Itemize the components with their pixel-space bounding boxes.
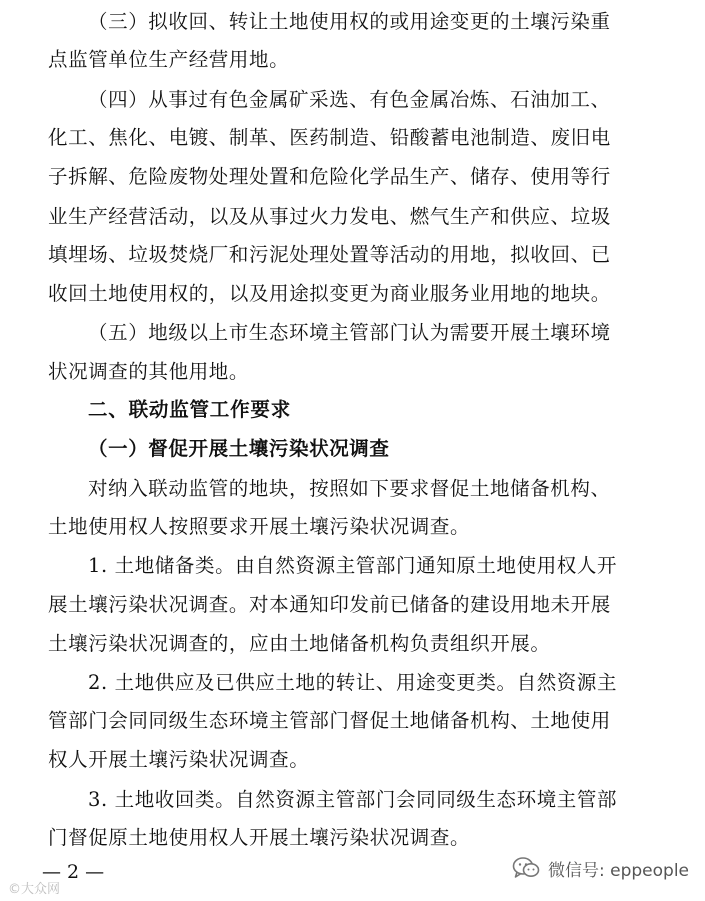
- item5-line2: 状况调查的其他用地。: [48, 360, 250, 383]
- point3-line2: 门督促原土地使用权人开展土壤污染状况调查。: [48, 826, 471, 849]
- point1-line3: 土壤污染状况调查的，应由土地储备机构负责组织开展。: [48, 632, 551, 655]
- item4-line4: 业生产经营活动，以及从事过火力发电、燃气生产和供应、垃圾: [48, 205, 611, 228]
- intro-line1: 对纳入联动监管的地块，按照如下要求督促土地储备机构、: [88, 477, 611, 500]
- point1-line2: 展土壤污染状况调查。对本通知印发前已储备的建设用地未开展: [48, 593, 611, 616]
- item4-line2: 化工、焦化、电镀、制革、医药制造、铅酸蓄电池制造、废旧电: [48, 126, 611, 149]
- point2-line2: 管部门会同同级生态环境主管部门督促土地储备机构、土地使用: [48, 709, 611, 732]
- wechat-icon: [512, 856, 540, 880]
- point3-line1: 3. 土地收回类。自然资源主管部门会同同级生态环境主管部: [88, 788, 618, 811]
- item4-line6: 收回土地使用权的，以及用途拟变更为商业服务业用地的地块。: [48, 282, 611, 305]
- item4-line5: 填埋场、垃圾焚烧厂和污泥处理处置等活动的用地，拟收回、已: [48, 243, 611, 266]
- watermark: ©大众网: [8, 882, 61, 897]
- subsection-heading: （一）督促开展土壤污染状况调查: [88, 437, 390, 460]
- wechat-account: [512, 853, 689, 883]
- item4-line1: （四）从事过有色金属矿采选、有色金属冶炼、石油加工、: [88, 88, 611, 111]
- section-heading: 二、联动监管工作要求: [88, 398, 292, 421]
- item3-line1: （三）拟收回、转让土地使用权的或用途变更的土壤污染重: [88, 10, 611, 33]
- intro-line2: 土地使用权人按照要求开展土壤污染状况调查。: [48, 515, 471, 538]
- wechat-label: 微信号: eppeople: [548, 860, 690, 881]
- point2-line3: 权人开展土壤污染状况调查。: [48, 748, 310, 771]
- point1-line1: 1. 土地储备类。由自然资源主管部门通知原土地使用权人开: [88, 554, 618, 577]
- point2-line1: 2. 土地供应及已供应土地的转让、用途变更类。自然资源主: [88, 671, 618, 694]
- item3-line2: 点监管单位生产经营用地。: [48, 48, 290, 71]
- page-number: — 2 —: [42, 861, 105, 883]
- item4-line3: 子拆解、危险废物处理处置和危险化学品生产、储存、使用等行: [48, 165, 611, 188]
- item5-line1: （五）地级以上市生态环境主管部门认为需要开展土壤环境: [88, 321, 611, 344]
